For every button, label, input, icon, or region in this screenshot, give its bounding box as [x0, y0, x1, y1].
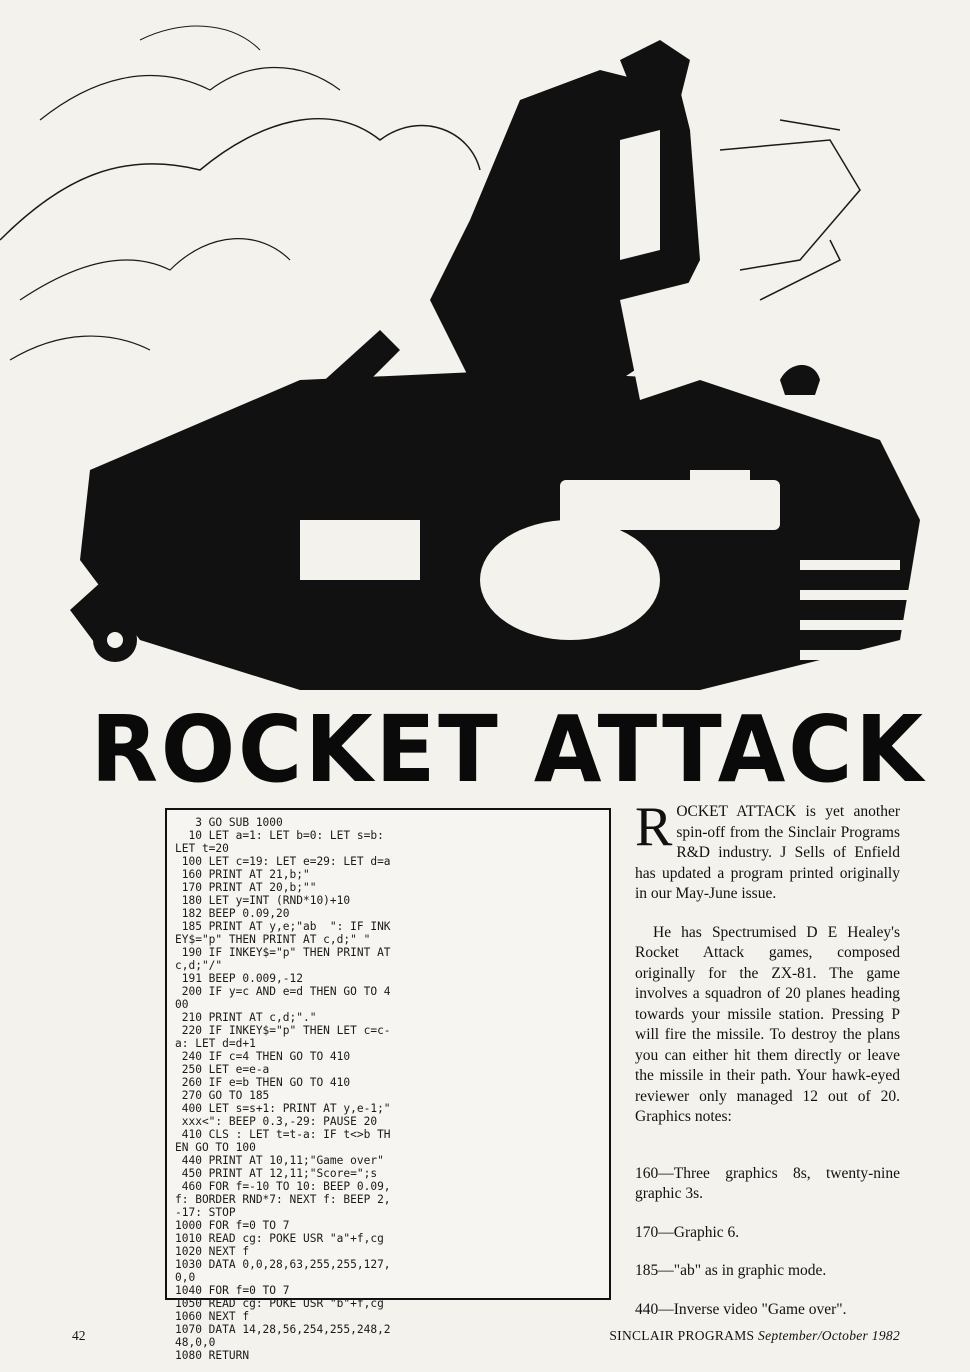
listing-line: 3 GO SUB 1000	[175, 816, 283, 829]
listing-line: 1000 FOR f=0 TO 7	[175, 1219, 290, 1232]
listing-line: 1080 RETURN	[175, 1349, 250, 1362]
listing-line: 190 IF INKEY$="p" THEN PRINT AT	[175, 946, 391, 959]
listing-line: 450 PRINT AT 12,11;"Score=";s	[175, 1167, 378, 1180]
program-listing-box	[165, 808, 611, 1362]
article-body	[635, 796, 900, 1338]
listing-line: 1020 NEXT f	[175, 1245, 250, 1258]
listing-line: 191 BEEP 0.009,-12	[175, 972, 303, 985]
graphics-note: 170—Graphic 6.	[635, 1223, 740, 1241]
issue-date: September/October 1982	[758, 1328, 900, 1343]
listing-line: 100 LET c=19: LET e=29: LET d=a	[175, 855, 391, 868]
drop-cap: R	[635, 796, 673, 858]
graphics-note: 185—"ab" as in graphic mode.	[635, 1262, 827, 1279]
listing-line: f: BORDER RND*7: NEXT f: BEEP 2,	[175, 1193, 391, 1206]
listing-line: 250 LET e=e-a	[175, 1063, 270, 1076]
listing-line: LET t=20	[175, 842, 229, 855]
listing-line: 220 IF INKEY$="p" THEN LET c=c-	[175, 1024, 391, 1037]
listing-line: 00	[175, 998, 189, 1011]
listing-line: EN GO TO 100	[175, 1141, 256, 1154]
listing-line: 200 IF y=c AND e=d THEN GO TO 4	[175, 985, 391, 998]
listing-line: 1030 DATA 0,0,28,63,255,255,127,	[175, 1258, 391, 1271]
page-number: 42	[72, 1328, 86, 1343]
listing-line: 1040 FOR f=0 TO 7	[175, 1284, 290, 1297]
intro-paragraph	[635, 796, 900, 905]
listing-line: 10 LET a=1: LET b=0: LET s=b:	[175, 829, 384, 842]
listing-line: c,d;"/"	[175, 959, 223, 972]
listing-line: 460 FOR f=-10 TO 10: BEEP 0.09,	[175, 1180, 391, 1193]
listing-line: 1060 NEXT f	[175, 1310, 250, 1323]
listing-line: 1010 READ cg: POKE USR "a"+f,cg	[175, 1232, 384, 1245]
page-title: ROCKET ATTACK	[90, 696, 926, 803]
listing-line: EY$="p" THEN PRINT AT c,d;" "	[175, 933, 371, 946]
listing-line: -17: STOP	[175, 1206, 236, 1219]
listing-line: 410 CLS : LET t=t-a: IF t<>b TH	[175, 1128, 391, 1141]
magazine-name: SINCLAIR PROGRAMS	[609, 1328, 755, 1343]
listing-line: 0,0	[175, 1271, 196, 1284]
graphics-note: 160—Three graphics 8s, twenty-nine graphic 3s.	[635, 1164, 900, 1202]
listing-line: 1070 DATA 14,28,56,254,255,248,2	[175, 1323, 391, 1336]
listing-line: 270 GO TO 185	[175, 1089, 270, 1102]
listing-line: 240 IF c=4 THEN GO TO 410	[175, 1050, 351, 1063]
listing-line: 185 PRINT AT y,e;"ab ": IF INK	[175, 920, 391, 933]
listing-line: 1050 READ cg: POKE USR "b"+f,cg	[175, 1297, 384, 1310]
magazine-credit	[609, 1328, 900, 1344]
listing-line: 48,0,0	[175, 1336, 216, 1349]
graphics-note: 440—Inverse video "Game over".	[635, 1300, 847, 1318]
listing-line: 440 PRINT AT 10,11;"Game over"	[175, 1154, 384, 1167]
listing-line: 180 LET y=INT (RND*10)+10	[175, 894, 351, 907]
program-listing	[175, 816, 601, 1362]
listing-line: 182 BEEP 0.09,20	[175, 907, 290, 920]
listing-line: 400 LET s=s+1: PRINT AT y,e-1;"	[175, 1102, 391, 1115]
page-footer	[0, 1328, 970, 1350]
listing-line: 260 IF e=b THEN GO TO 410	[175, 1076, 351, 1089]
intro-text: OCKET ATTACK is yet another spin-off from the Sinclair Programs R&D industry. J Sells of Enfield has updated a program printed originally in our May-June issue.	[635, 803, 900, 902]
listing-line: 160 PRINT AT 21,b;"	[175, 868, 310, 881]
listing-line: 210 PRINT AT c,d;"."	[175, 1011, 317, 1024]
listing-line: xxx<": BEEP 0.3,-29: PAUSE 20	[175, 1115, 378, 1128]
description-paragraph: He has Spectrumised D E Healey's Rocket Attack games, composed originally for the ZX-81. The game involves a squadron of 20 planes heading towards your missile station. Pressing P will fire the missile. To destroy the plans you can either hit them directly or leave the missile in their path. Your hawk-eyed reviewer only managed 12 out of 20. Graphics notes:	[635, 923, 900, 1125]
listing-line: a: LET d=d+1	[175, 1037, 256, 1050]
listing-line: 170 PRINT AT 20,b;""	[175, 881, 317, 894]
